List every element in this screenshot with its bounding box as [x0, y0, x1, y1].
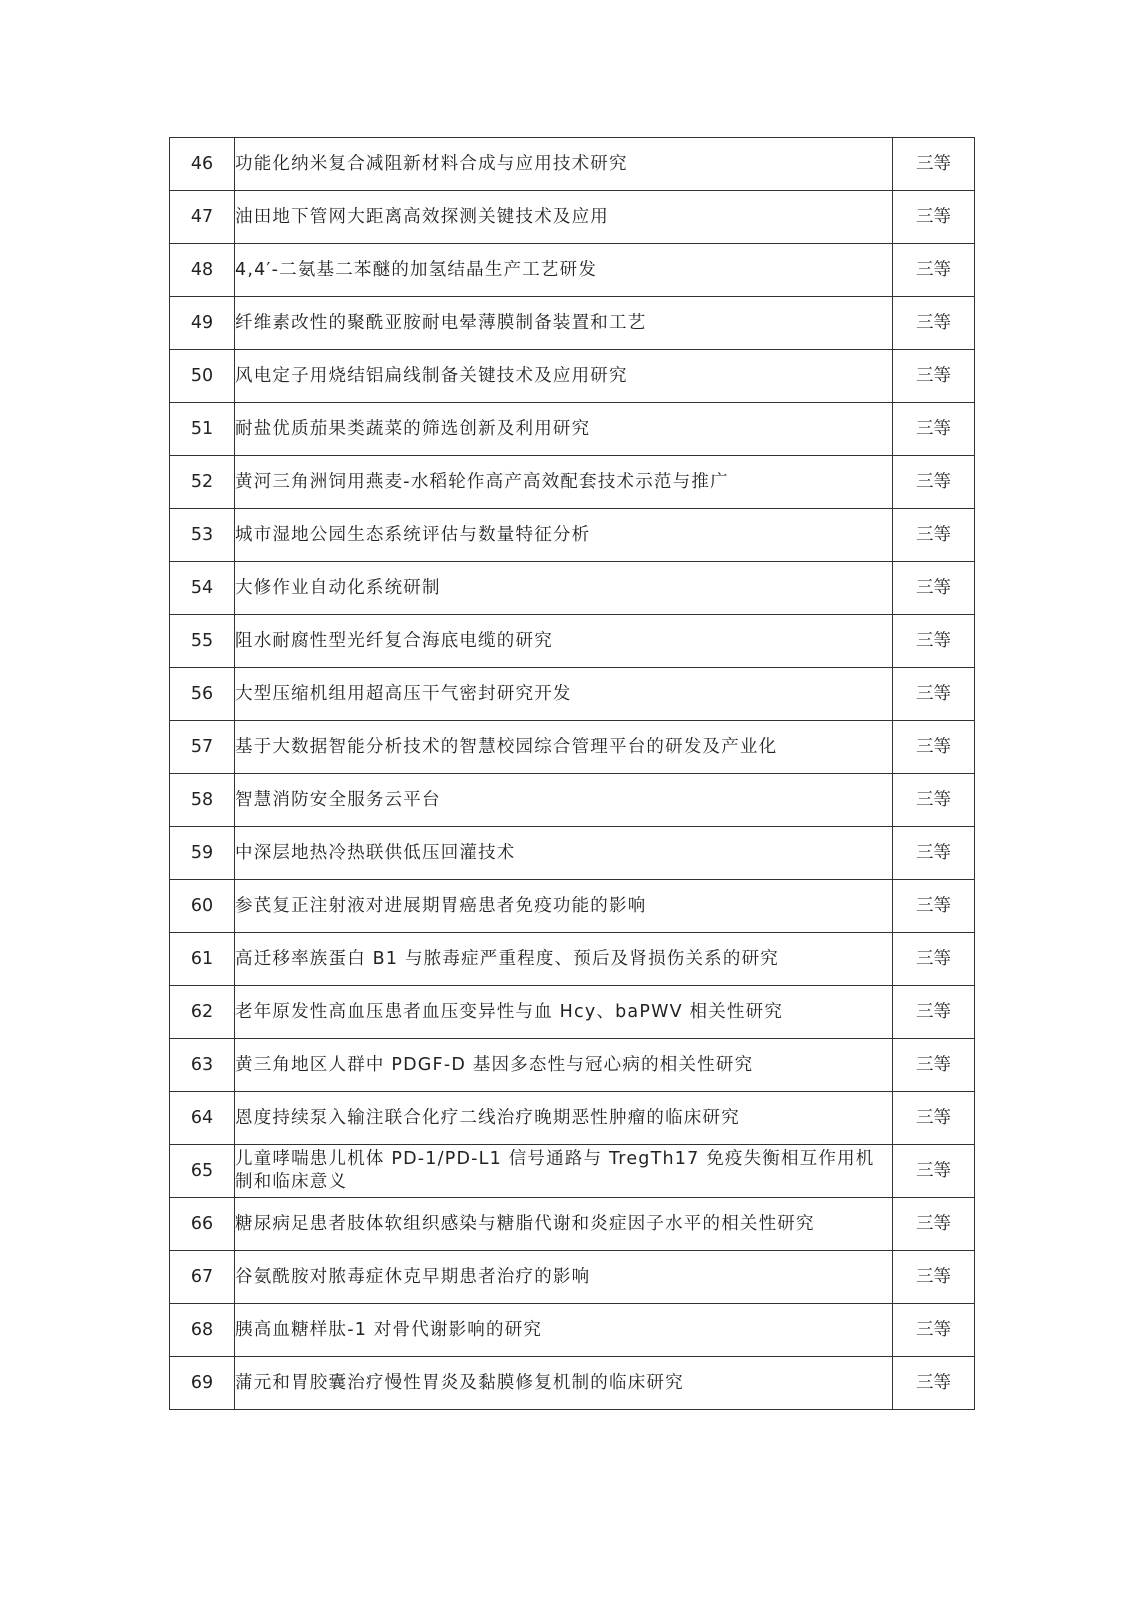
award-grade: 三等 [893, 774, 975, 827]
project-title: 城市湿地公园生态系统评估与数量特征分析 [235, 509, 893, 562]
row-number: 69 [170, 1357, 235, 1410]
row-number: 54 [170, 562, 235, 615]
award-grade: 三等 [893, 456, 975, 509]
row-number: 55 [170, 615, 235, 668]
award-grade: 三等 [893, 350, 975, 403]
award-grade: 三等 [893, 297, 975, 350]
row-number: 59 [170, 827, 235, 880]
award-grade: 三等 [893, 138, 975, 191]
award-grade: 三等 [893, 1198, 975, 1251]
project-title: 耐盐优质茄果类蔬菜的筛选创新及利用研究 [235, 403, 893, 456]
table-row [170, 1357, 975, 1410]
award-grade: 三等 [893, 827, 975, 880]
award-grade: 三等 [893, 1092, 975, 1145]
table-row [170, 668, 975, 721]
project-title: 黄河三角洲饲用燕麦-水稻轮作高产高效配套技术示范与推广 [235, 456, 893, 509]
row-number: 50 [170, 350, 235, 403]
project-title: 大修作业自动化系统研制 [235, 562, 893, 615]
awards-table-body [170, 138, 975, 1410]
row-number: 52 [170, 456, 235, 509]
project-title: 阻水耐腐性型光纤复合海底电缆的研究 [235, 615, 893, 668]
project-title: 儿童哮喘患儿机体 PD-1/PD-L1 信号通路与 TregTh17 免疫失衡相互作用机制和临床意义 [235, 1145, 893, 1198]
table-row [170, 456, 975, 509]
award-grade: 三等 [893, 562, 975, 615]
row-number: 61 [170, 933, 235, 986]
table-row [170, 1092, 975, 1145]
project-title: 中深层地热冷热联供低压回灌技术 [235, 827, 893, 880]
row-number: 47 [170, 191, 235, 244]
project-title: 4,4′-二氨基二苯醚的加氢结晶生产工艺研发 [235, 244, 893, 297]
row-number: 46 [170, 138, 235, 191]
table-row [170, 1145, 975, 1198]
project-title: 参芪复正注射液对进展期胃癌患者免疫功能的影响 [235, 880, 893, 933]
project-title: 风电定子用烧结铝扁线制备关键技术及应用研究 [235, 350, 893, 403]
project-title: 高迁移率族蛋白 B1 与脓毒症严重程度、预后及肾损伤关系的研究 [235, 933, 893, 986]
row-number: 48 [170, 244, 235, 297]
table-row [170, 774, 975, 827]
award-grade: 三等 [893, 1145, 975, 1198]
table-row [170, 191, 975, 244]
table-row [170, 562, 975, 615]
award-grade: 三等 [893, 880, 975, 933]
project-title: 老年原发性高血压患者血压变异性与血 Hcy、baPWV 相关性研究 [235, 986, 893, 1039]
project-title: 黄三角地区人群中 PDGF-D 基因多态性与冠心病的相关性研究 [235, 1039, 893, 1092]
award-grade: 三等 [893, 1357, 975, 1410]
table-row [170, 986, 975, 1039]
table-row [170, 880, 975, 933]
award-grade: 三等 [893, 1039, 975, 1092]
award-grade: 三等 [893, 244, 975, 297]
table-row [170, 1251, 975, 1304]
row-number: 63 [170, 1039, 235, 1092]
project-title: 恩度持续泵入输注联合化疗二线治疗晚期恶性肿瘤的临床研究 [235, 1092, 893, 1145]
row-number: 56 [170, 668, 235, 721]
row-number: 68 [170, 1304, 235, 1357]
row-number: 58 [170, 774, 235, 827]
table-row [170, 827, 975, 880]
table-row [170, 244, 975, 297]
row-number: 49 [170, 297, 235, 350]
table-row [170, 1304, 975, 1357]
award-grade: 三等 [893, 509, 975, 562]
award-grade: 三等 [893, 933, 975, 986]
table-row [170, 509, 975, 562]
awards-table [169, 137, 975, 1410]
project-title: 纤维素改性的聚酰亚胺耐电晕薄膜制备装置和工艺 [235, 297, 893, 350]
award-grade: 三等 [893, 986, 975, 1039]
award-grade: 三等 [893, 191, 975, 244]
table-row [170, 138, 975, 191]
row-number: 60 [170, 880, 235, 933]
award-grade: 三等 [893, 668, 975, 721]
row-number: 67 [170, 1251, 235, 1304]
row-number: 62 [170, 986, 235, 1039]
project-title: 谷氨酰胺对脓毒症休克早期患者治疗的影响 [235, 1251, 893, 1304]
award-grade: 三等 [893, 1304, 975, 1357]
table-row [170, 350, 975, 403]
project-title: 基于大数据智能分析技术的智慧校园综合管理平台的研发及产业化 [235, 721, 893, 774]
table-row [170, 721, 975, 774]
project-title: 糖尿病足患者肢体软组织感染与糖脂代谢和炎症因子水平的相关性研究 [235, 1198, 893, 1251]
row-number: 57 [170, 721, 235, 774]
award-grade: 三等 [893, 403, 975, 456]
table-row [170, 1198, 975, 1251]
row-number: 51 [170, 403, 235, 456]
row-number: 65 [170, 1145, 235, 1198]
project-title: 大型压缩机组用超高压干气密封研究开发 [235, 668, 893, 721]
row-number: 64 [170, 1092, 235, 1145]
project-title: 胰高血糖样肽-1 对骨代谢影响的研究 [235, 1304, 893, 1357]
project-title: 功能化纳米复合减阻新材料合成与应用技术研究 [235, 138, 893, 191]
row-number: 53 [170, 509, 235, 562]
table-row [170, 403, 975, 456]
table-row [170, 615, 975, 668]
award-grade: 三等 [893, 615, 975, 668]
project-title: 智慧消防安全服务云平台 [235, 774, 893, 827]
award-grade: 三等 [893, 1251, 975, 1304]
award-grade: 三等 [893, 721, 975, 774]
table-row [170, 297, 975, 350]
project-title: 油田地下管网大距离高效探测关键技术及应用 [235, 191, 893, 244]
table-row [170, 1039, 975, 1092]
table-row [170, 933, 975, 986]
project-title: 蒲元和胃胶囊治疗慢性胃炎及黏膜修复机制的临床研究 [235, 1357, 893, 1410]
row-number: 66 [170, 1198, 235, 1251]
